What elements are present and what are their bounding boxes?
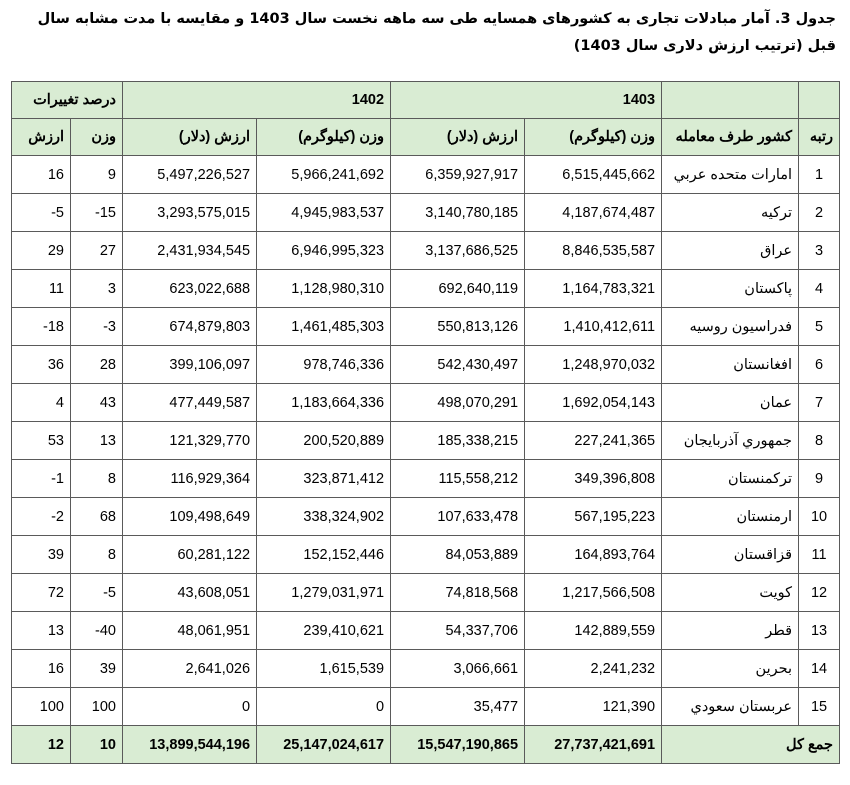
table-row (12, 308, 840, 346)
cell-change-value: -5 (12, 194, 71, 232)
cell-country: امارات متحده عربي (662, 156, 799, 194)
cell-country: قزاقستان (662, 536, 799, 574)
table-row (12, 346, 840, 384)
cell-value-1403: 692,640,119 (391, 270, 525, 308)
cell-value-1402: 116,929,364 (123, 460, 257, 498)
table-row (12, 574, 840, 612)
cell-change-weight: 43 (71, 384, 123, 422)
cell-weight-1403: 121,390 (525, 688, 662, 726)
cell-value-1403: 54,337,706 (391, 612, 525, 650)
cell-country: بحرين (662, 650, 799, 688)
cell-value-1403: 84,053,889 (391, 536, 525, 574)
total-label: جمع کل (662, 726, 840, 764)
cell-change-weight: 68 (71, 498, 123, 536)
cell-rank: 5 (799, 308, 840, 346)
cell-value-1402: 2,431,934,545 (123, 232, 257, 270)
cell-value-1402: 0 (123, 688, 257, 726)
cell-change-value: 16 (12, 156, 71, 194)
cell-change-weight: -3 (71, 308, 123, 346)
cell-rank: 9 (799, 460, 840, 498)
cell-weight-1402: 1,279,031,971 (257, 574, 391, 612)
total-weight-1403: 27,737,421,691 (525, 726, 662, 764)
cell-value-1403: 498,070,291 (391, 384, 525, 422)
total-value-1403: 15,547,190,865 (391, 726, 525, 764)
cell-country: عربستان سعودي (662, 688, 799, 726)
cell-weight-1403: 1,164,783,321 (525, 270, 662, 308)
cell-weight-1402: 1,183,664,336 (257, 384, 391, 422)
cell-change-weight: 8 (71, 460, 123, 498)
cell-country: جمهوري آذربايجان (662, 422, 799, 460)
header-change-value: ارزش (12, 119, 71, 156)
cell-rank: 13 (799, 612, 840, 650)
cell-change-value: 39 (12, 536, 71, 574)
cell-weight-1402: 978,746,336 (257, 346, 391, 384)
cell-country: پاكستان (662, 270, 799, 308)
cell-change-weight: 100 (71, 688, 123, 726)
cell-weight-1403: 227,241,365 (525, 422, 662, 460)
cell-weight-1402: 1,615,539 (257, 650, 391, 688)
cell-weight-1402: 1,128,980,310 (257, 270, 391, 308)
cell-value-1402: 623,022,688 (123, 270, 257, 308)
cell-weight-1402: 338,324,902 (257, 498, 391, 536)
cell-change-value: -2 (12, 498, 71, 536)
cell-value-1403: 3,066,661 (391, 650, 525, 688)
cell-country: تركيه (662, 194, 799, 232)
header-change-weight: وزن (71, 119, 123, 156)
cell-value-1402: 121,329,770 (123, 422, 257, 460)
table-row (12, 498, 840, 536)
table-row (12, 612, 840, 650)
table-row (12, 536, 840, 574)
cell-change-value: 100 (12, 688, 71, 726)
cell-rank: 2 (799, 194, 840, 232)
cell-value-1403: 3,140,780,185 (391, 194, 525, 232)
cell-weight-1402: 152,152,446 (257, 536, 391, 574)
header-blank-country (662, 82, 799, 119)
cell-weight-1403: 4,187,674,487 (525, 194, 662, 232)
header-rank: رتبه (799, 119, 840, 156)
cell-change-weight: 39 (71, 650, 123, 688)
cell-change-value: 4 (12, 384, 71, 422)
total-weight-1402: 25,147,024,617 (257, 726, 391, 764)
cell-value-1402: 477,449,587 (123, 384, 257, 422)
cell-country: قطر (662, 612, 799, 650)
cell-rank: 1 (799, 156, 840, 194)
cell-value-1403: 35,477 (391, 688, 525, 726)
table-row (12, 460, 840, 498)
cell-rank: 8 (799, 422, 840, 460)
cell-value-1403: 107,633,478 (391, 498, 525, 536)
cell-change-weight: 13 (71, 422, 123, 460)
cell-value-1402: 399,106,097 (123, 346, 257, 384)
cell-weight-1403: 567,195,223 (525, 498, 662, 536)
table-row (12, 650, 840, 688)
cell-weight-1402: 1,461,485,303 (257, 308, 391, 346)
header-weight-kg-1403: وزن (کیلوگرم) (525, 119, 662, 156)
cell-value-1403: 3,137,686,525 (391, 232, 525, 270)
cell-weight-1403: 349,396,808 (525, 460, 662, 498)
cell-weight-1403: 142,889,559 (525, 612, 662, 650)
cell-value-1402: 48,061,951 (123, 612, 257, 650)
table-row (12, 194, 840, 232)
cell-country: فدراسيون روسيه (662, 308, 799, 346)
cell-change-weight: 27 (71, 232, 123, 270)
header-blank (799, 82, 840, 119)
cell-country: ارمنستان (662, 498, 799, 536)
table-row (12, 384, 840, 422)
table-row (12, 270, 840, 308)
total-row (12, 726, 840, 764)
cell-country: عراق (662, 232, 799, 270)
cell-weight-1402: 200,520,889 (257, 422, 391, 460)
cell-change-value: 36 (12, 346, 71, 384)
total-value-1402: 13,899,544,196 (123, 726, 257, 764)
cell-value-1403: 185,338,215 (391, 422, 525, 460)
cell-rank: 7 (799, 384, 840, 422)
cell-value-1402: 109,498,649 (123, 498, 257, 536)
cell-weight-1403: 164,893,764 (525, 536, 662, 574)
cell-weight-1403: 1,410,412,611 (525, 308, 662, 346)
cell-weight-1403: 2,241,232 (525, 650, 662, 688)
cell-country: عمان (662, 384, 799, 422)
cell-value-1403: 74,818,568 (391, 574, 525, 612)
cell-change-weight: -15 (71, 194, 123, 232)
cell-country: افغانستان (662, 346, 799, 384)
cell-change-value: 53 (12, 422, 71, 460)
table-row (12, 156, 840, 194)
table-row (12, 422, 840, 460)
cell-change-weight: 8 (71, 536, 123, 574)
cell-value-1402: 43,608,051 (123, 574, 257, 612)
header-value-usd-1402: ارزش (دلار) (123, 119, 257, 156)
cell-change-value: -18 (12, 308, 71, 346)
cell-weight-1402: 0 (257, 688, 391, 726)
header-weight-kg-1402: وزن (کیلوگرم) (257, 119, 391, 156)
cell-weight-1403: 1,248,970,032 (525, 346, 662, 384)
cell-rank: 6 (799, 346, 840, 384)
cell-change-weight: 28 (71, 346, 123, 384)
cell-rank: 3 (799, 232, 840, 270)
cell-change-value: 29 (12, 232, 71, 270)
cell-rank: 12 (799, 574, 840, 612)
cell-change-weight: -40 (71, 612, 123, 650)
total-change-weight: 10 (71, 726, 123, 764)
cell-change-weight: 9 (71, 156, 123, 194)
cell-weight-1403: 8,846,535,587 (525, 232, 662, 270)
cell-rank: 11 (799, 536, 840, 574)
cell-value-1403: 6,359,927,917 (391, 156, 525, 194)
cell-value-1402: 2,641,026 (123, 650, 257, 688)
table-caption: جدول 3. آمار مبادلات تجاری به کشورهای همسایه طی سه ماهه نخست سال 1403 و مقایسه با مدت مشابه سال قبل (ترتیب ارزش دلاری سال 1403) (37, 11, 836, 54)
cell-value-1403: 542,430,497 (391, 346, 525, 384)
header-row-years (12, 82, 840, 119)
cell-rank: 14 (799, 650, 840, 688)
cell-change-weight: -5 (71, 574, 123, 612)
header-row-columns (12, 119, 840, 156)
cell-change-value: 72 (12, 574, 71, 612)
header-year-1402: 1402 (123, 82, 391, 119)
cell-weight-1403: 1,692,054,143 (525, 384, 662, 422)
cell-country: كويت (662, 574, 799, 612)
header-change-percent: درصد تغییرات (12, 82, 123, 119)
cell-weight-1403: 1,217,566,508 (525, 574, 662, 612)
cell-value-1402: 674,879,803 (123, 308, 257, 346)
cell-change-value: -1 (12, 460, 71, 498)
header-country: کشور طرف معامله (662, 119, 799, 156)
trade-statistics-table (11, 81, 840, 764)
header-year-1403: 1403 (391, 82, 662, 119)
cell-weight-1402: 6,946,995,323 (257, 232, 391, 270)
cell-value-1402: 3,293,575,015 (123, 194, 257, 232)
cell-change-value: 16 (12, 650, 71, 688)
cell-rank: 10 (799, 498, 840, 536)
table-row (12, 232, 840, 270)
cell-value-1402: 60,281,122 (123, 536, 257, 574)
cell-rank: 15 (799, 688, 840, 726)
cell-value-1402: 5,497,226,527 (123, 156, 257, 194)
table-row (12, 688, 840, 726)
cell-weight-1402: 4,945,983,537 (257, 194, 391, 232)
cell-change-value: 13 (12, 612, 71, 650)
cell-weight-1403: 6,515,445,662 (525, 156, 662, 194)
total-change-value: 12 (12, 726, 71, 764)
cell-weight-1402: 239,410,621 (257, 612, 391, 650)
cell-change-value: 11 (12, 270, 71, 308)
cell-country: تركمنستان (662, 460, 799, 498)
cell-value-1403: 115,558,212 (391, 460, 525, 498)
cell-rank: 4 (799, 270, 840, 308)
cell-weight-1402: 5,966,241,692 (257, 156, 391, 194)
cell-change-weight: 3 (71, 270, 123, 308)
cell-value-1403: 550,813,126 (391, 308, 525, 346)
header-value-usd-1403: ارزش (دلار) (391, 119, 525, 156)
cell-weight-1402: 323,871,412 (257, 460, 391, 498)
